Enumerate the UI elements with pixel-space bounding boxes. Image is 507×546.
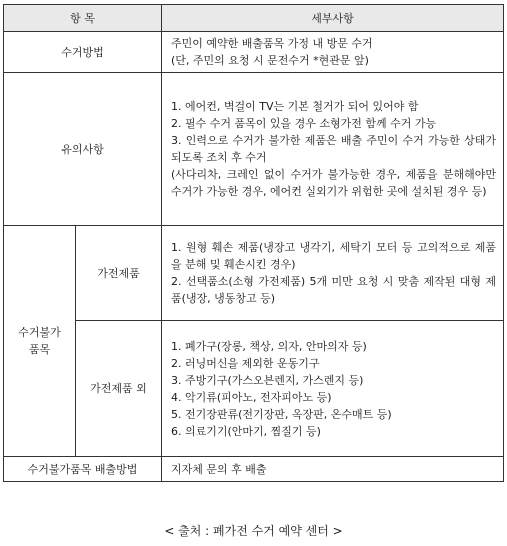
- row-disposal: [4, 457, 504, 482]
- header-item: 항 목: [4, 5, 162, 32]
- non-appliances-line: 5. 전기장판류(전기장판, 옥장판, 온수매트 등): [171, 407, 392, 421]
- row-non-collectable-appliances: [4, 226, 504, 321]
- disposal-label: 수거불가품목 배출방법: [4, 457, 162, 482]
- disposal-details: 지자체 문의 후 배출: [162, 457, 504, 482]
- collection-method-details: [162, 32, 504, 73]
- collection-method-line: (단, 주민의 요청 시 문전수거 *현관문 앞): [171, 54, 369, 67]
- non-appliances-line: 3. 주방기구(가스오븐렌지, 가스렌지 등): [171, 373, 364, 387]
- notes-line: 1. 에어컨, 벽걸이 TV는 기본 철거가 되어 있어야 함: [171, 100, 419, 113]
- non-appliances-line: 1. 폐가구(장롱, 책상, 의자, 안마의자 등): [171, 339, 367, 353]
- non-appliances-line: 2. 러닝머신을 제외한 운동기구: [171, 356, 320, 370]
- notes-line: 2. 필수 수거 품목이 있을 경우 소형가전 함께 수거 가능: [171, 117, 437, 130]
- non-collectable-label: [4, 226, 76, 457]
- collection-method-label: 수거방법: [4, 32, 162, 73]
- non-appliances-details: [162, 321, 504, 457]
- collection-method-line: 주민이 예약한 배출품목 가정 내 방문 수거: [171, 37, 373, 50]
- non-appliances-label: 가전제품 외: [76, 321, 162, 457]
- header-row: [4, 5, 504, 32]
- appliances-line: 2. 선택품소(소형 가전제품) 5개 미만 요청 시 맞춤 제작된 대형 제품(냉장, 냉동창고 등): [171, 275, 496, 305]
- non-collectable-label-line: 수거불가: [18, 326, 61, 339]
- notes-label: 유의사항: [4, 73, 162, 226]
- non-appliances-line: 6. 의료기기(안마기, 찜질기 등): [171, 424, 321, 438]
- source-caption: < 출처 : 폐가전 수거 예약 센터 >: [164, 524, 343, 538]
- header-details: 세부사항: [162, 5, 504, 32]
- non-collectable-label-line: 품목: [28, 343, 51, 356]
- non-appliances-line: 4. 악기류(피아노, 전자피아노 등): [171, 390, 332, 404]
- notes-details: [162, 73, 504, 226]
- row-collection-method: [4, 32, 504, 73]
- row-non-collectable-non-appliances: [4, 321, 504, 457]
- appliances-line: 1. 원형 훼손 제품(냉장고 냉각기, 세탁기 모터 등 고의적으로 제품을 분해 및 훼손시킨 경우): [171, 241, 496, 271]
- collection-guide-table: [3, 4, 504, 482]
- notes-line: 3. 인력으로 수거가 불가한 제품은 배출 주민이 수거 가능한 상태가 되도록 조치 후 수거: [171, 134, 496, 164]
- notes-line: (사다리차, 크레인 없이 수거가 불가능한 경우, 제품을 분해해야만 수거가 가능한 경우, 에어컨 실외기가 위험한 곳에 설치된 경우 등): [171, 168, 496, 198]
- appliances-label: 가전제품: [76, 226, 162, 321]
- appliances-details: [162, 226, 504, 321]
- row-notes: [4, 73, 504, 226]
